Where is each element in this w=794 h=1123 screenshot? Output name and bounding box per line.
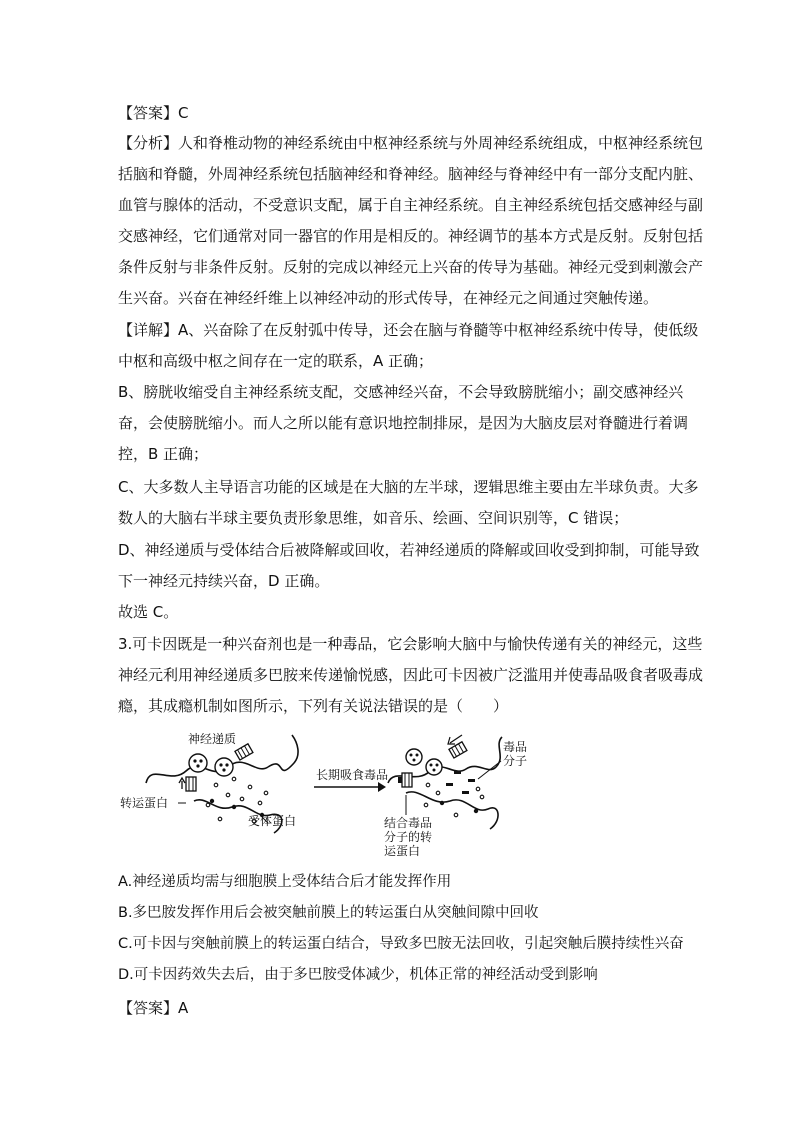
label-drug-molecule-1: 毒品	[503, 740, 528, 754]
axon-edge-left	[268, 735, 298, 770]
detail-line: B、膀胱收缩受自主神经系统支配，交感神经兴奋，不会导致膀胱缩小；副交感神经兴	[118, 383, 684, 401]
detail-line: 数人的大脑右半球主要负责形象思维，如音乐、绘画、空间识别等，C 错误；	[118, 509, 629, 527]
transporter-protein	[179, 777, 196, 791]
label-drug-molecule-2: 分子	[503, 754, 528, 768]
detail-line: 控，B 正确；	[118, 445, 209, 463]
analysis-line: 交感神经，它们通常对同一器官的作用是相反的。神经调节的基本方式是反射。反射包括	[118, 227, 704, 245]
figure-left-panel	[120, 731, 298, 833]
vesicle	[406, 749, 422, 765]
membrane-channel	[235, 744, 253, 760]
label-long-term-drug-use: 长期吸食毒品	[316, 768, 389, 782]
vesicle	[215, 758, 233, 776]
detail-line: 中枢和高级中枢之间存在一定的联系，A 正确；	[118, 352, 434, 370]
long-term-arrow	[314, 767, 388, 792]
analysis-line: 生兴奋。兴奋在神经纤维上以神经冲动的形式传导，在神经元之间通过突触传递。	[118, 289, 659, 307]
analysis-line: 条件反射与非条件反射。反射的完成以神经元上兴奋的传导为基础。神经元受到刺激会产	[118, 258, 704, 276]
release-arrow	[450, 735, 462, 743]
analysis-line: 血管与腺体的活动，不受意识支配，属于自主神经系统。自主神经系统包括交感神经与副	[118, 196, 704, 214]
option-c: C.可卡因与突触前膜上的转运蛋白结合，导致多巴胺无法回收，引起突触后膜持续性兴奋	[118, 936, 684, 952]
detail-line: 【详解】A、兴奋除了在反射弧中传导，还会在脑与脊髓等中枢神经系统中传导，使低级	[118, 321, 699, 339]
analysis-line: 括脑和脊髓，外周神经系统包括脑神经和脊神经。脑神经与脊神经中有一部分支配内脏、	[118, 165, 704, 183]
detail-line: 下一神经元持续兴奋，D 正确。	[118, 572, 330, 590]
label-bound-transporter-3: 运蛋白	[384, 844, 421, 858]
label-bound-transporter-1: 结合毒品	[384, 816, 433, 830]
question-line: 神经元利用神经递质多巴胺来传递愉悦感，因此可卡因被广泛滥用并使毒品吸食者吸毒成	[118, 666, 704, 684]
label-receptor: 受体蛋白	[248, 814, 297, 828]
answer-line-3: 【答案】A	[118, 999, 189, 1017]
vesicle	[426, 759, 442, 775]
vesicle	[189, 754, 207, 772]
option-a: A.神经递质均需与细胞膜上受体结合后才能发挥作用	[118, 874, 452, 890]
drug-molecules	[446, 771, 475, 794]
question-line: 瘾，其成瘾机制如图所示，下列有关说法错误的是（ ）	[118, 697, 509, 715]
label-neurotransmitter: 神经递质	[188, 732, 237, 746]
option-b: B.多巴胺发挥作用后会被突触前膜上的转运蛋白从突触间隙中回收	[118, 905, 539, 921]
option-d: D.可卡因药效失去后，由于多巴胺受体减少，机体正常的神经活动受到影响	[118, 967, 598, 983]
detail-line: C、大多数人主导语言功能的区域是在大脑的左半球，逻辑思维主要由左半球负责。大多	[118, 478, 699, 496]
answer-line-1: 【答案】C	[118, 104, 189, 122]
transporter-bound-drug	[398, 773, 412, 787]
cocaine-mechanism-figure	[116, 723, 541, 863]
detail-line: 奋，会使膀胱缩小。而人之所以能有意识地控制排尿，是因为大脑皮层对脊髓进行着调	[118, 414, 689, 432]
analysis-line: 【分析】人和脊椎动物的神经系统由中枢神经系统与外周神经系统组成，中枢神经系统包	[118, 134, 704, 152]
question-line: 3.可卡因既是一种兴奋剂也是一种毒品，它会影响大脑中与愉快传递有关的神经元，这些	[118, 635, 703, 653]
detail-line: D、神经递质与受体结合后被降解或回收，若神经递质的降解或回收受到抑制，可能导致	[118, 541, 700, 559]
figure-right-panel	[384, 735, 527, 858]
label-bound-transporter-2: 分子的转	[384, 830, 433, 844]
detail-line: 故选 C。	[118, 603, 179, 621]
label-transporter: 转运蛋白	[120, 796, 169, 810]
